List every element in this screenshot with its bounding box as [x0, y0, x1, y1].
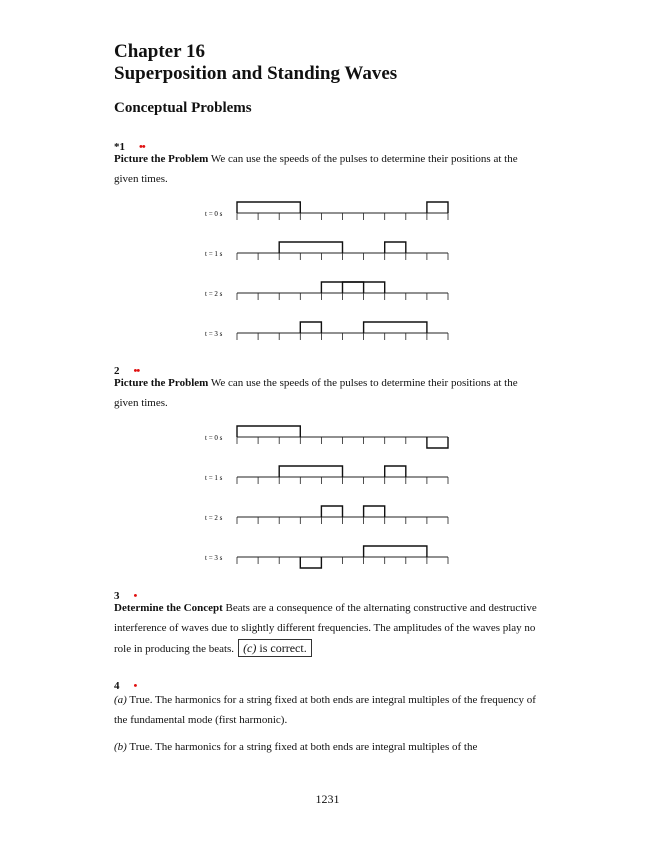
problem-4-part-b [114, 737, 544, 757]
problem-3-text [114, 598, 544, 659]
pulse-shape [427, 437, 448, 448]
pulse-shape [279, 466, 342, 477]
page-number: 1231 [315, 792, 340, 806]
section-heading: Conceptual Problems [114, 100, 252, 116]
lead-phrase: Picture the Problem [114, 377, 209, 389]
pulse-shape [237, 426, 300, 437]
time-label: t = 2 s [205, 290, 223, 298]
time-label: t = 2 s [205, 514, 223, 522]
pulse-shape [300, 557, 321, 568]
lead-phrase: Determine the Concept [114, 602, 223, 614]
pulse-shape [237, 202, 300, 213]
problem-2-text [114, 373, 544, 413]
pulse-shape [279, 242, 342, 253]
pulse-figure-1 [195, 193, 460, 343]
time-label: t = 1 s [205, 474, 223, 482]
problem-1-text [114, 149, 544, 189]
problem-number: *1 [114, 141, 125, 153]
pulse-shape [364, 546, 427, 557]
answer-box [238, 639, 312, 657]
lead-phrase: Picture the Problem [114, 153, 209, 165]
pulse-shape [300, 322, 321, 333]
difficulty-dots: • [133, 590, 137, 602]
problem-number: 3 [114, 590, 120, 602]
pulse-shape [364, 506, 385, 517]
part-label: (b) [114, 741, 127, 753]
answer-text: is correct. [256, 641, 307, 655]
chapter-heading: Chapter 16 [114, 41, 205, 62]
difficulty-dots: •• [139, 141, 145, 153]
pulse-shape [385, 242, 406, 253]
time-label: t = 1 s [205, 250, 223, 258]
pulse-shape [364, 322, 427, 333]
time-label: t = 3 s [205, 554, 223, 562]
problem-body: Beats are a consequence of the alternating constructive and destructive interference of waves due to slightly different frequencies. The amplitudes of the waves play no role in producing the beats. [114, 602, 537, 655]
pulse-figure-2 [195, 417, 460, 572]
part-text: True. The harmonics for a string fixed at both ends are integral multiples of the [126, 741, 478, 753]
chapter-title: Superposition and Standing Waves [114, 63, 398, 84]
problem-number: 4 [114, 680, 120, 692]
pulse-shape [343, 282, 364, 293]
time-label: t = 3 s [205, 330, 223, 338]
part-label: (a) [114, 694, 127, 706]
problem-4-part-a [114, 690, 544, 730]
time-label: t = 0 s [205, 434, 223, 442]
problem-body: We can use the speeds of the pulses to determine their positions at the given times. [114, 377, 518, 409]
answer-part: (c) [243, 641, 257, 655]
part-text: True. The harmonics for a string fixed at both ends are integral multiples of the frequency of the fundamental mode (first harmonic). [114, 694, 536, 726]
pulse-shape [321, 282, 384, 293]
time-label: t = 0 s [205, 210, 223, 218]
problem-body: We can use the speeds of the pulses to determine their positions at the given times. [114, 153, 518, 185]
pulse-shape [385, 466, 406, 477]
problem-number: 2 [114, 365, 120, 377]
difficulty-dots: •• [133, 365, 140, 377]
difficulty-dots: • [133, 680, 137, 692]
pulse-shape [321, 506, 342, 517]
pulse-shape [427, 202, 448, 213]
